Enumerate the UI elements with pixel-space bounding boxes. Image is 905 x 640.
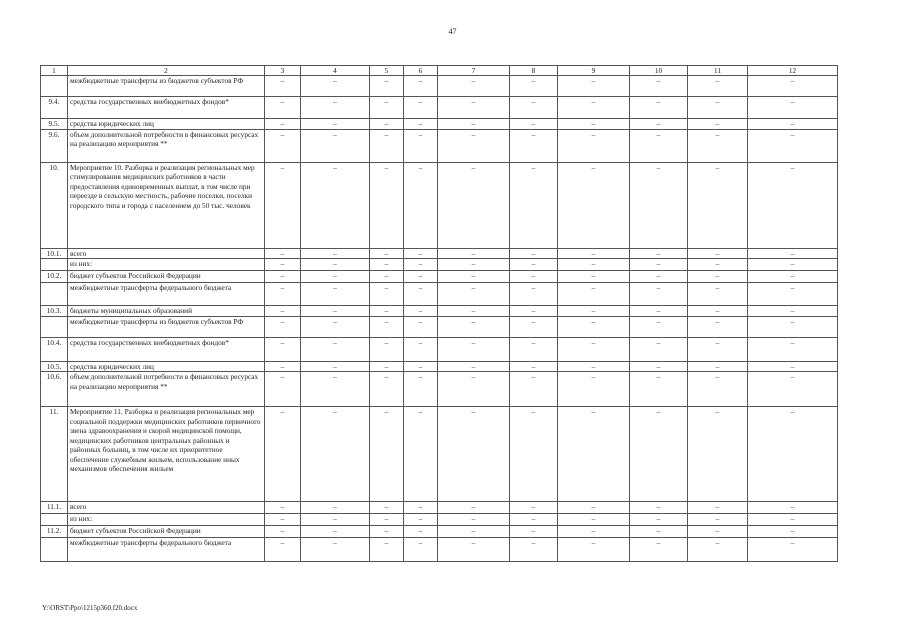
- value-cell: –: [370, 129, 404, 162]
- value-cell: –: [558, 538, 630, 562]
- value-cell: –: [510, 248, 558, 258]
- value-cell: –: [438, 407, 510, 502]
- value-cell: –: [748, 248, 838, 258]
- value-cell: –: [301, 271, 370, 283]
- value-cell: –: [630, 259, 688, 271]
- value-cell: –: [438, 514, 510, 526]
- column-header: 4: [301, 66, 370, 76]
- value-cell: –: [510, 129, 558, 162]
- value-cell: –: [265, 306, 301, 316]
- value-cell: –: [265, 514, 301, 526]
- table-row: [41, 337, 838, 361]
- value-cell: –: [510, 372, 558, 407]
- value-cell: –: [438, 316, 510, 337]
- value-cell: –: [748, 361, 838, 371]
- row-label: бюджет субъектов Российской Федерации: [68, 271, 265, 283]
- value-cell: –: [688, 283, 748, 306]
- value-cell: –: [688, 119, 748, 129]
- row-label: из них:: [68, 514, 265, 526]
- value-cell: –: [510, 119, 558, 129]
- row-number: 9.5.: [41, 119, 68, 129]
- value-cell: –: [748, 119, 838, 129]
- value-cell: –: [404, 538, 438, 562]
- row-label: межбюджетные трансферты из бюджетов субъектов РФ: [68, 316, 265, 337]
- value-cell: –: [748, 259, 838, 271]
- row-number: 10.3.: [41, 306, 68, 316]
- value-cell: –: [404, 76, 438, 97]
- value-cell: –: [265, 372, 301, 407]
- row-number: 10.6.: [41, 372, 68, 407]
- table-row: [41, 76, 838, 97]
- value-cell: –: [510, 306, 558, 316]
- row-label: средства государственных внебюджетных фондов*: [68, 337, 265, 361]
- value-cell: –: [688, 271, 748, 283]
- value-cell: –: [370, 306, 404, 316]
- value-cell: –: [370, 361, 404, 371]
- column-header: 11: [688, 66, 748, 76]
- value-cell: –: [510, 407, 558, 502]
- value-cell: –: [688, 361, 748, 371]
- value-cell: –: [748, 76, 838, 97]
- value-cell: –: [558, 162, 630, 248]
- table-row: [41, 162, 838, 248]
- value-cell: –: [630, 97, 688, 119]
- value-cell: –: [630, 337, 688, 361]
- value-cell: –: [438, 259, 510, 271]
- row-number: [41, 514, 68, 526]
- value-cell: –: [301, 538, 370, 562]
- value-cell: –: [558, 361, 630, 371]
- table-row: [41, 271, 838, 283]
- value-cell: –: [265, 162, 301, 248]
- value-cell: –: [510, 271, 558, 283]
- value-cell: –: [558, 514, 630, 526]
- value-cell: –: [370, 283, 404, 306]
- table-row: [41, 306, 838, 316]
- column-header: 8: [510, 66, 558, 76]
- row-label: из них:: [68, 259, 265, 271]
- value-cell: –: [370, 259, 404, 271]
- table-row: [41, 248, 838, 258]
- value-cell: –: [301, 502, 370, 514]
- value-cell: –: [404, 306, 438, 316]
- value-cell: –: [370, 372, 404, 407]
- row-label: Мероприятие 10. Разборка и реализация региональных мер стимулирования медицинских работников в части предоставления единовременных выплат, в том числе при переезде в сельскую местность, рабочие поселки, поселки городского типа и города с населением до 50 тыс. человек: [68, 162, 265, 248]
- value-cell: –: [558, 259, 630, 271]
- table-row: [41, 361, 838, 371]
- value-cell: –: [265, 337, 301, 361]
- value-cell: –: [688, 76, 748, 97]
- value-cell: –: [370, 162, 404, 248]
- value-cell: –: [688, 337, 748, 361]
- value-cell: –: [510, 283, 558, 306]
- row-label: всего: [68, 502, 265, 514]
- column-header: 7: [438, 66, 510, 76]
- value-cell: –: [438, 502, 510, 514]
- value-cell: –: [630, 129, 688, 162]
- value-cell: –: [688, 502, 748, 514]
- value-cell: –: [301, 76, 370, 97]
- row-number: [41, 538, 68, 562]
- row-number: 9.6.: [41, 129, 68, 162]
- value-cell: –: [404, 514, 438, 526]
- value-cell: –: [510, 97, 558, 119]
- value-cell: –: [630, 76, 688, 97]
- value-cell: –: [404, 271, 438, 283]
- row-label: бюджеты муниципальных образований: [68, 306, 265, 316]
- value-cell: –: [558, 271, 630, 283]
- row-number: 10.: [41, 162, 68, 248]
- value-cell: –: [558, 97, 630, 119]
- value-cell: –: [558, 129, 630, 162]
- table-row: [41, 259, 838, 271]
- value-cell: –: [630, 162, 688, 248]
- value-cell: –: [558, 526, 630, 538]
- table-row: [41, 316, 838, 337]
- row-label: средства юридических лиц: [68, 361, 265, 371]
- value-cell: –: [370, 97, 404, 119]
- value-cell: –: [301, 407, 370, 502]
- value-cell: –: [404, 316, 438, 337]
- value-cell: –: [688, 538, 748, 562]
- value-cell: –: [558, 372, 630, 407]
- value-cell: –: [404, 502, 438, 514]
- value-cell: –: [404, 526, 438, 538]
- value-cell: –: [265, 119, 301, 129]
- value-cell: –: [748, 306, 838, 316]
- value-cell: –: [301, 526, 370, 538]
- value-cell: –: [301, 306, 370, 316]
- value-cell: –: [370, 526, 404, 538]
- value-cell: –: [630, 271, 688, 283]
- value-cell: –: [404, 119, 438, 129]
- value-cell: –: [265, 526, 301, 538]
- value-cell: –: [370, 76, 404, 97]
- value-cell: –: [688, 259, 748, 271]
- value-cell: –: [510, 316, 558, 337]
- table-row: [41, 407, 838, 502]
- value-cell: –: [301, 119, 370, 129]
- value-cell: –: [301, 162, 370, 248]
- table-row: [41, 119, 838, 129]
- value-cell: –: [404, 283, 438, 306]
- value-cell: –: [265, 259, 301, 271]
- value-cell: –: [438, 162, 510, 248]
- value-cell: –: [748, 372, 838, 407]
- value-cell: –: [558, 502, 630, 514]
- value-cell: –: [688, 407, 748, 502]
- value-cell: –: [301, 514, 370, 526]
- value-cell: –: [301, 248, 370, 258]
- table-row: [41, 129, 838, 162]
- value-cell: –: [558, 316, 630, 337]
- row-number: [41, 316, 68, 337]
- value-cell: –: [688, 162, 748, 248]
- value-cell: –: [370, 337, 404, 361]
- value-cell: –: [630, 514, 688, 526]
- row-label: средства юридических лиц: [68, 119, 265, 129]
- value-cell: –: [510, 76, 558, 97]
- value-cell: –: [748, 526, 838, 538]
- value-cell: –: [404, 337, 438, 361]
- value-cell: –: [438, 306, 510, 316]
- column-header: 2: [68, 66, 265, 76]
- row-number: 10.4.: [41, 337, 68, 361]
- value-cell: –: [438, 97, 510, 119]
- row-number: [41, 259, 68, 271]
- value-cell: –: [630, 283, 688, 306]
- value-cell: –: [748, 129, 838, 162]
- table-header-row: [41, 66, 838, 76]
- value-cell: –: [438, 248, 510, 258]
- value-cell: –: [438, 76, 510, 97]
- value-cell: –: [404, 372, 438, 407]
- value-cell: –: [630, 316, 688, 337]
- value-cell: –: [748, 162, 838, 248]
- value-cell: –: [438, 538, 510, 562]
- row-number: 10.1.: [41, 248, 68, 258]
- row-label: объем дополнительной потребности в финансовых ресурсах на реализацию мероприятия **: [68, 372, 265, 407]
- value-cell: –: [370, 271, 404, 283]
- value-cell: –: [748, 502, 838, 514]
- value-cell: –: [438, 271, 510, 283]
- value-cell: –: [301, 283, 370, 306]
- value-cell: –: [688, 372, 748, 407]
- value-cell: –: [370, 316, 404, 337]
- value-cell: –: [301, 97, 370, 119]
- value-cell: –: [630, 526, 688, 538]
- value-cell: –: [438, 129, 510, 162]
- value-cell: –: [630, 538, 688, 562]
- column-header: 5: [370, 66, 404, 76]
- value-cell: –: [558, 119, 630, 129]
- value-cell: –: [301, 361, 370, 371]
- value-cell: –: [370, 407, 404, 502]
- value-cell: –: [688, 97, 748, 119]
- column-header: 9: [558, 66, 630, 76]
- value-cell: –: [630, 502, 688, 514]
- row-label: средства государственных внебюджетных фондов*: [68, 97, 265, 119]
- row-label: всего: [68, 248, 265, 258]
- value-cell: –: [370, 119, 404, 129]
- value-cell: –: [404, 129, 438, 162]
- value-cell: –: [265, 97, 301, 119]
- value-cell: –: [558, 337, 630, 361]
- value-cell: –: [265, 248, 301, 258]
- row-label: межбюджетные трансферты федерального бюджета: [68, 538, 265, 562]
- table-row: [41, 502, 838, 514]
- value-cell: –: [630, 361, 688, 371]
- row-number: [41, 283, 68, 306]
- value-cell: –: [370, 502, 404, 514]
- value-cell: –: [688, 316, 748, 337]
- value-cell: –: [558, 306, 630, 316]
- row-number: 11.1.: [41, 502, 68, 514]
- column-header: 3: [265, 66, 301, 76]
- value-cell: –: [510, 526, 558, 538]
- table-row: [41, 372, 838, 407]
- row-label: межбюджетные трансферты федерального бюджета: [68, 283, 265, 306]
- page-number: 47: [448, 27, 457, 36]
- value-cell: –: [558, 248, 630, 258]
- value-cell: –: [688, 526, 748, 538]
- value-cell: –: [404, 97, 438, 119]
- table-row: [41, 514, 838, 526]
- row-label: Мероприятие 11. Разборка и реализация региональных мер социальной поддержки медицинских работников первичного звена здравоохранения и скорой медицинской помощи, медицинских работников центральных районных и районных больниц, в том числе их приоритетное обеспечение служебным жильем, использование иных механизмов обеспечения жильем: [68, 407, 265, 502]
- table-row: [41, 538, 838, 562]
- value-cell: –: [438, 372, 510, 407]
- value-cell: –: [630, 372, 688, 407]
- value-cell: –: [688, 306, 748, 316]
- row-label: объем дополнительной потребности в финансовых ресурсах на реализацию мероприятия **: [68, 129, 265, 162]
- value-cell: –: [265, 502, 301, 514]
- value-cell: –: [748, 514, 838, 526]
- column-header: 1: [41, 66, 68, 76]
- value-cell: –: [404, 259, 438, 271]
- value-cell: –: [438, 337, 510, 361]
- table-row: [41, 283, 838, 306]
- row-number: 11.: [41, 407, 68, 502]
- value-cell: –: [630, 407, 688, 502]
- value-cell: –: [558, 76, 630, 97]
- value-cell: –: [265, 271, 301, 283]
- value-cell: –: [688, 514, 748, 526]
- row-number: 10.5.: [41, 361, 68, 371]
- row-number: 10.2.: [41, 271, 68, 283]
- value-cell: –: [558, 283, 630, 306]
- value-cell: –: [265, 316, 301, 337]
- value-cell: –: [748, 316, 838, 337]
- footer-file-path: Y:\ORST\Ppo\1215p360.f20.docx: [42, 604, 138, 612]
- column-header: 12: [748, 66, 838, 76]
- value-cell: –: [265, 407, 301, 502]
- value-cell: –: [748, 271, 838, 283]
- value-cell: –: [510, 538, 558, 562]
- value-cell: –: [438, 361, 510, 371]
- value-cell: –: [748, 538, 838, 562]
- value-cell: –: [301, 337, 370, 361]
- value-cell: –: [301, 372, 370, 407]
- value-cell: –: [510, 502, 558, 514]
- value-cell: –: [558, 407, 630, 502]
- value-cell: –: [510, 361, 558, 371]
- row-number: [41, 76, 68, 97]
- value-cell: –: [510, 337, 558, 361]
- value-cell: –: [748, 97, 838, 119]
- value-cell: –: [748, 407, 838, 502]
- value-cell: –: [265, 76, 301, 97]
- row-number: 11.2.: [41, 526, 68, 538]
- value-cell: –: [510, 259, 558, 271]
- value-cell: –: [404, 248, 438, 258]
- value-cell: –: [510, 514, 558, 526]
- value-cell: –: [748, 337, 838, 361]
- value-cell: –: [748, 283, 838, 306]
- value-cell: –: [688, 129, 748, 162]
- value-cell: –: [404, 361, 438, 371]
- value-cell: –: [265, 361, 301, 371]
- row-label: бюджет субъектов Российской Федерации: [68, 526, 265, 538]
- value-cell: –: [404, 162, 438, 248]
- value-cell: –: [438, 526, 510, 538]
- value-cell: –: [438, 283, 510, 306]
- value-cell: –: [510, 162, 558, 248]
- value-cell: –: [265, 129, 301, 162]
- value-cell: –: [370, 248, 404, 258]
- value-cell: –: [630, 119, 688, 129]
- value-cell: –: [370, 514, 404, 526]
- column-header: 10: [630, 66, 688, 76]
- value-cell: –: [630, 248, 688, 258]
- value-cell: –: [370, 538, 404, 562]
- value-cell: –: [438, 119, 510, 129]
- value-cell: –: [301, 316, 370, 337]
- value-cell: –: [301, 129, 370, 162]
- table-row: [41, 526, 838, 538]
- row-number: 9.4.: [41, 97, 68, 119]
- table-row: [41, 97, 838, 119]
- row-label: межбюджетные трансферты из бюджетов субъектов РФ: [68, 76, 265, 97]
- budget-table: [40, 65, 838, 562]
- value-cell: –: [404, 407, 438, 502]
- column-header: 6: [404, 66, 438, 76]
- value-cell: –: [688, 248, 748, 258]
- value-cell: –: [630, 306, 688, 316]
- value-cell: –: [265, 538, 301, 562]
- value-cell: –: [301, 259, 370, 271]
- value-cell: –: [265, 283, 301, 306]
